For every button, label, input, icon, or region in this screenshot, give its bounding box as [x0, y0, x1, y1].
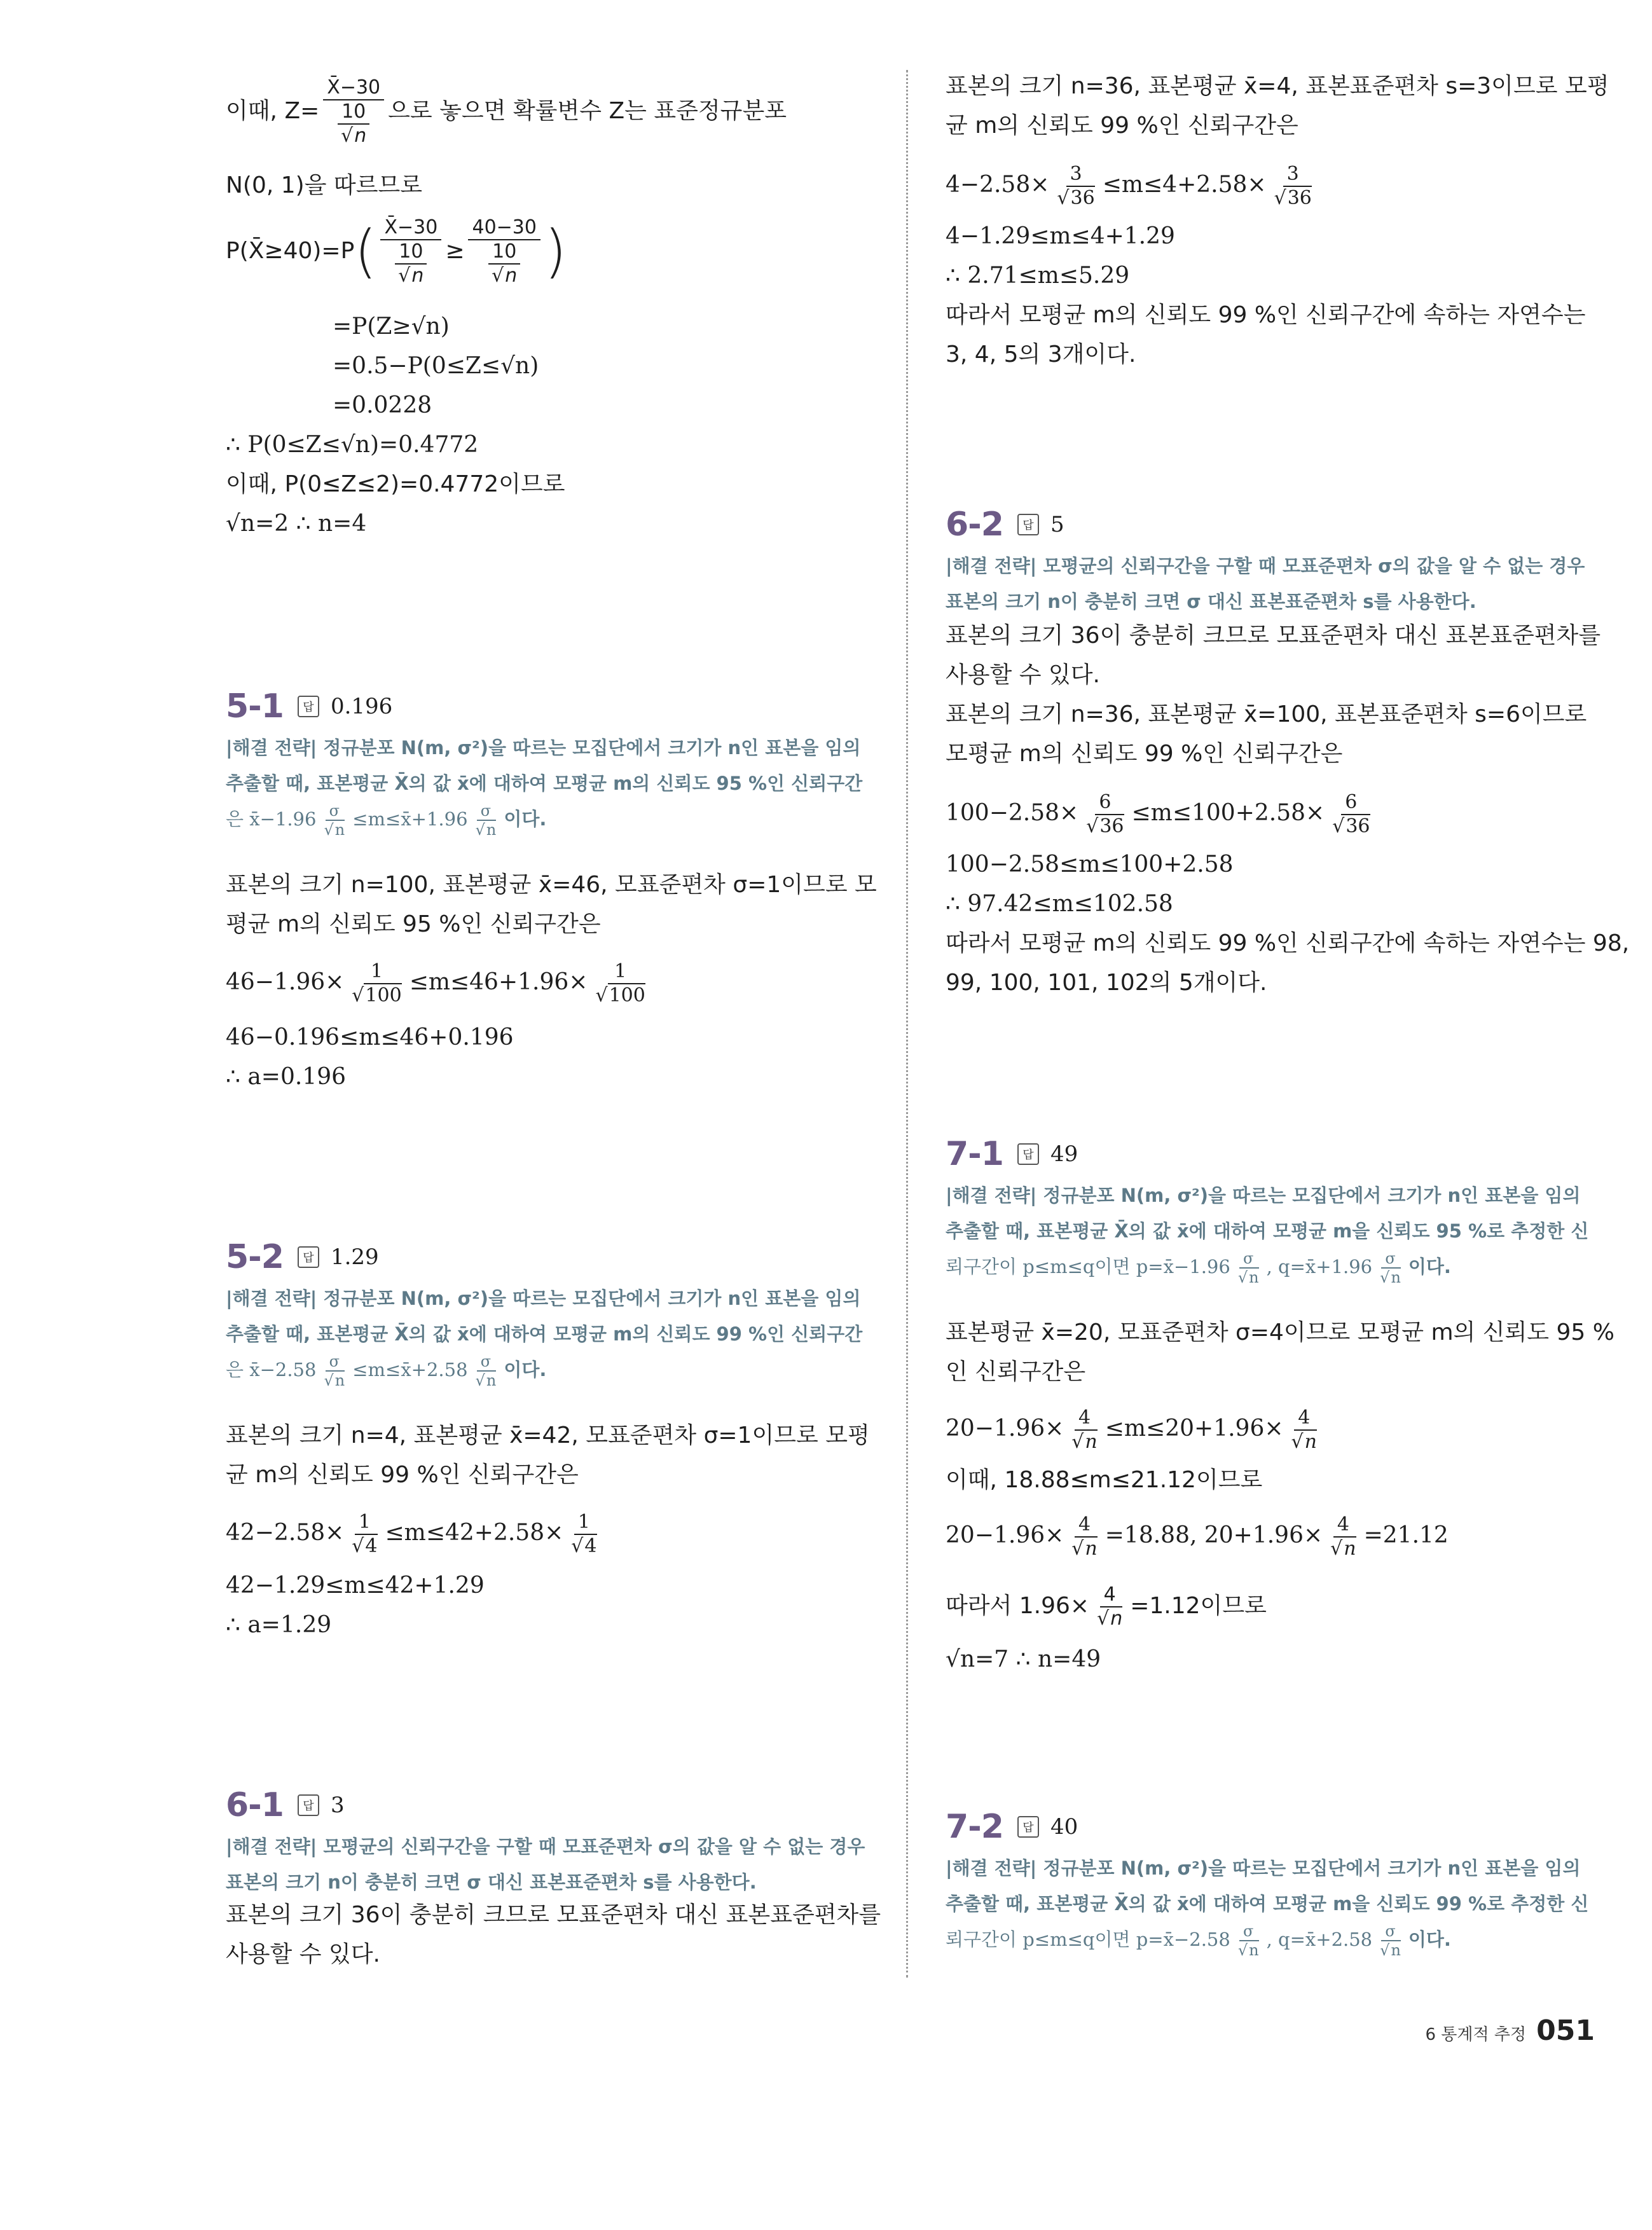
- p-fraction-1: $\frac{X̄-30}{\frac{10}{√n}}$: [380, 216, 441, 287]
- body-5-1-2: 평균 m의 신뢰도 95 %인 신뢰구간은: [226, 911, 601, 937]
- eq-6-2-3: ∴ 97.42≤m≤102.58: [946, 891, 1173, 917]
- body-7-1-2: 인 신뢰구간은: [946, 1359, 1086, 1385]
- strategy-7-2: |해결 전략| 정규분포 N(m, σ²)을 따르는 모집단에서 크기가 n인 표본을 임의 추출할 때, 표본평균 X̄의 값 x̄에 대하여 모평균 m을 신뢰도 99 %로 추정한 신 뢰구간이 p≤m≤q이면 p=x̄−2.58 $\frac{\sigma}{√n}$ , q=x̄+2.58 $\frac{\sigma}{√n}$ 이다.: [946, 1857, 1589, 1959]
- strategy-6-1: |해결 전략| 모평균의 신뢰구간을 구할 때 모표준편차 σ의 값을 알 수 없는 경우 표본의 크기 n이 충분히 크면 σ 대신 표본표준편차 s를 사용한다.: [226, 1836, 865, 1893]
- answer-icon: 답: [298, 1246, 319, 1268]
- eq-7-1-4: 따라서 1.96× $\frac{4}{√n}$ =1.12이므로: [946, 1583, 1267, 1630]
- cont-eq-2: 4−1.29≤m≤4+1.29: [946, 223, 1175, 249]
- cont-body-1: 표본의 크기 n=36, 표본평균 x̄=4, 표본표준편차 s=3이므로 모평: [946, 73, 1609, 99]
- problem-number: 6-2: [946, 506, 1003, 544]
- cont-eq-3: ∴ 2.71≤m≤5.29: [946, 263, 1130, 289]
- eq-7-1-5: √n=7 ∴ n=49: [946, 1646, 1101, 1672]
- strategy-6-2: |해결 전략| 모평균의 신뢰구간을 구할 때 모표준편차 σ의 값을 알 수 없는 경우 표본의 크기 n이 충분히 크면 σ 대신 표본표준편차 s를 사용한다.: [946, 555, 1585, 612]
- cont-eq-1: 4−2.58× $\frac{3}{√36}$ ≤m≤4+2.58× $\frac{3}{√36}$: [946, 163, 1312, 209]
- answer-value: 40: [1050, 1814, 1078, 1840]
- cont-body-3: 따라서 모평균 m의 신뢰도 99 %인 신뢰구간에 속하는 자연수는: [946, 302, 1586, 328]
- strategy-5-2: |해결 전략| 정규분포 N(m, σ²)을 따르는 모집단에서 크기가 n인 표본을 임의 추출할 때, 표본평균 X̄의 값 x̄에 대하여 모평균 m의 신뢰도 99 %인 신뢰구간 은 x̄−2.58 $\frac{\sigma}{√n}$ ≤m≤x̄+2.58 $\frac{\sigma}{√n}$ 이다.: [226, 1288, 863, 1389]
- body-6-2-6: 99, 100, 101, 102의 5개이다.: [946, 970, 1267, 996]
- chapter-title: 6 통계적 추정: [1425, 2025, 1527, 2044]
- eq-7-1-2: 이때, 18.88≤m≤21.12이므로: [946, 1467, 1263, 1493]
- answer-value: 1.29: [330, 1244, 379, 1270]
- answer-value: 49: [1050, 1141, 1078, 1167]
- problem-number: 7-1: [946, 1135, 1003, 1173]
- answer-icon: 답: [1017, 1143, 1039, 1165]
- problem-heading-7-2: [946, 1807, 1078, 1847]
- answer-icon: 답: [298, 696, 319, 717]
- body-6-2-1: 표본의 크기 36이 충분히 크므로 모표준편차 대신 표본표준편차를: [946, 623, 1601, 649]
- answer-value: 0.196: [330, 694, 393, 719]
- intro-line-8: 이때, P(0≤Z≤2)=0.4772이므로: [226, 471, 565, 497]
- intro-line-6: =0.0228: [333, 392, 432, 418]
- cont-body-4: 3, 4, 5의 3개이다.: [946, 341, 1136, 368]
- strategy-5-1: |해결 전략| 정규분포 N(m, σ²)을 따르는 모집단에서 크기가 n인 표본을 임의 추출할 때, 표본평균 X̄의 값 x̄에 대하여 모평균 m의 신뢰도 95 %인 신뢰구간 은 x̄−1.96 $\frac{\sigma}{√n}$ ≤m≤x̄+1.96 $\frac{\sigma}{√n}$ 이다.: [226, 737, 863, 839]
- body-6-1-2: 사용할 수 있다.: [226, 1941, 380, 1967]
- intro-line-3: P(X̄≥40)=P( $\frac{X̄-30}{\frac{10}{√n}}$ ≥ $\frac{40-30}{\frac{10}{√n}}$ ): [226, 216, 567, 287]
- intro-line-1: [226, 76, 787, 148]
- intro-line-9: √n=2 ∴ n=4: [226, 511, 367, 537]
- cont-body-2: 균 m의 신뢰도 99 %인 신뢰구간은: [946, 113, 1298, 139]
- body-6-2-5: 따라서 모평균 m의 신뢰도 99 %인 신뢰구간에 속하는 자연수는 98,: [946, 930, 1630, 956]
- answer-value: 3: [330, 1793, 345, 1818]
- eq-5-1-1: 46−1.96× $\frac{1}{√100}$ ≤m≤46+1.96× $\frac{1}{√100}$: [226, 960, 645, 1007]
- eq-6-2-1: 100−2.58× $\frac{6}{√36}$ ≤m≤100+2.58× $\frac{6}{√36}$: [946, 791, 1370, 837]
- intro-z-def-text: 으로 놓으면 확률변수 Z는 표준정규분포: [388, 98, 787, 124]
- body-6-1-1: 표본의 크기 36이 충분히 크므로 모표준편차 대신 표본표준편차를: [226, 1902, 881, 1928]
- answer-icon: 답: [1017, 514, 1039, 535]
- problem-number: 5-2: [226, 1238, 284, 1276]
- problem-heading-6-2: [946, 505, 1064, 544]
- eq-5-2-1: 42−2.58× $\frac{1}{√4}$ ≤m≤42+2.58× $\frac{1}{√4}$: [226, 1511, 597, 1557]
- body-6-2-2: 사용할 수 있다.: [946, 662, 1100, 688]
- column-divider: [906, 70, 908, 1978]
- intro-z-def-label: 이때, Z=: [226, 98, 320, 124]
- body-7-1-1: 표본평균 x̄=20, 모표준편차 σ=4이므로 모평균 m의 신뢰도 95 %: [946, 1319, 1614, 1346]
- answer-icon: 답: [298, 1794, 319, 1816]
- page-number: 051: [1536, 2014, 1595, 2047]
- problem-number: 5-1: [226, 687, 284, 726]
- problem-number: 6-1: [226, 1786, 284, 1824]
- eq-5-1-2: 46−0.196≤m≤46+0.196: [226, 1024, 514, 1050]
- body-6-2-3: 표본의 크기 n=36, 표본평균 x̄=100, 표본표준편차 s=6이므로: [946, 701, 1587, 727]
- strategy-7-1: |해결 전략| 정규분포 N(m, σ²)을 따르는 모집단에서 크기가 n인 표본을 임의 추출할 때, 표본평균 X̄의 값 x̄에 대하여 모평균 m을 신뢰도 95 %로 추정한 신 뢰구간이 p≤m≤q이면 p=x̄−1.96 $\frac{\sigma}{√n}$ , q=x̄+1.96 $\frac{\sigma}{√n}$ 이다.: [946, 1185, 1589, 1286]
- eq-5-2-2: 42−1.29≤m≤42+1.29: [226, 1573, 485, 1599]
- problem-number: 7-2: [946, 1808, 1003, 1846]
- p-fraction-2: $\frac{40-30}{\frac{10}{√n}}$: [468, 216, 540, 287]
- intro-line-5: =0.5−P(0≤Z≤√n): [333, 353, 539, 379]
- problem-heading-7-1: [946, 1134, 1078, 1174]
- z-fraction: $\frac{X̄-30}{\frac{10}{√n}}$: [323, 76, 384, 148]
- intro-line-4: =P(Z≥√n): [333, 313, 450, 340]
- eq-5-2-3: ∴ a=1.29: [226, 1612, 332, 1638]
- intro-line-2: N(0, 1)을 따르므로: [226, 172, 423, 198]
- problem-heading-5-1: [226, 687, 392, 726]
- answer-value: 5: [1050, 512, 1064, 537]
- eq-5-1-3: ∴ a=0.196: [226, 1064, 347, 1090]
- body-5-2-2: 균 m의 신뢰도 99 %인 신뢰구간은: [226, 1462, 579, 1488]
- body-6-2-4: 모평균 m의 신뢰도 99 %인 신뢰구간은: [946, 741, 1343, 767]
- page-footer: [1425, 2014, 1595, 2047]
- eq-6-2-2: 100−2.58≤m≤100+2.58: [946, 851, 1234, 878]
- problem-heading-5-2: [226, 1237, 379, 1277]
- problem-heading-6-1: [226, 1786, 345, 1825]
- body-5-2-1: 표본의 크기 n=4, 표본평균 x̄=42, 모표준편차 σ=1이므로 모평: [226, 1422, 870, 1449]
- eq-7-1-1: 20−1.96× $\frac{4}{√n}$ ≤m≤20+1.96× $\frac{4}{√n}$: [946, 1407, 1317, 1453]
- intro-line-7: ∴ P(0≤Z≤√n)=0.4772: [226, 432, 479, 458]
- eq-7-1-3: 20−1.96× $\frac{4}{√n}$ =18.88, 20+1.96× $\frac{4}{√n}$ =21.12: [946, 1513, 1449, 1560]
- body-5-1-1: 표본의 크기 n=100, 표본평균 x̄=46, 모표준편차 σ=1이므로 모: [226, 872, 877, 898]
- answer-icon: 답: [1017, 1816, 1039, 1838]
